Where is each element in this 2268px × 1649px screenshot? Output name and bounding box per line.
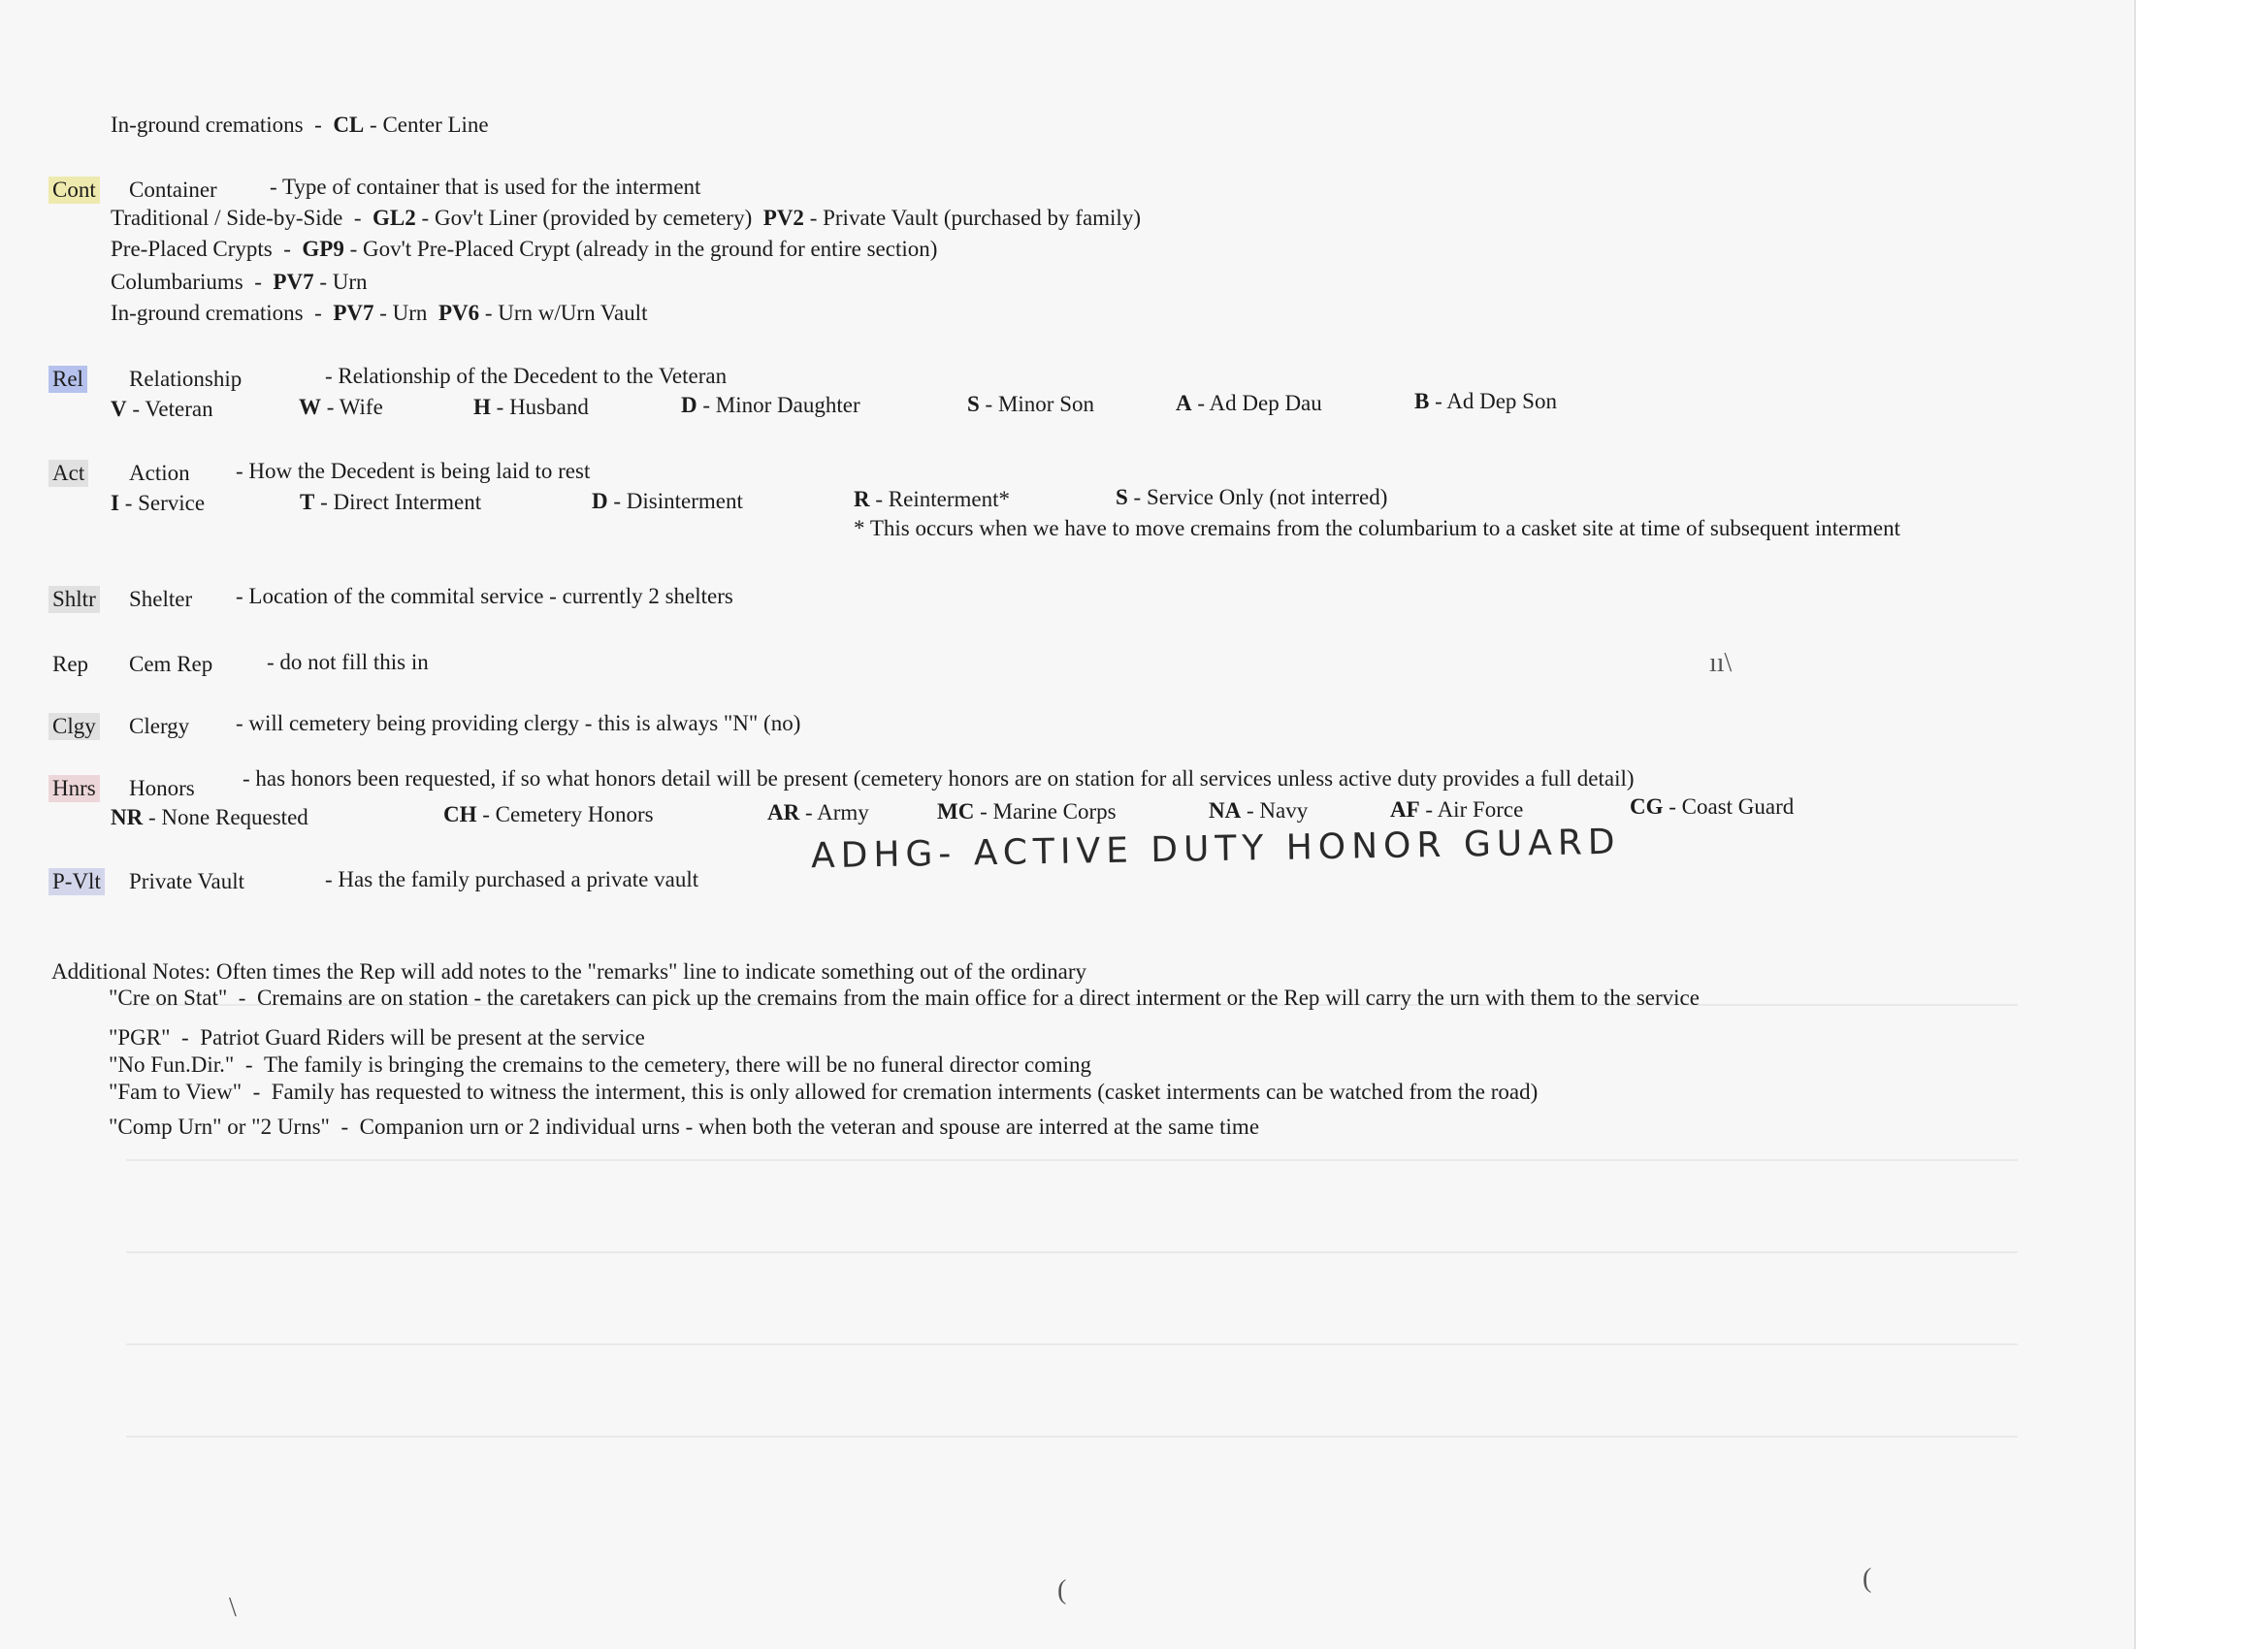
cont-row-columbariums: Columbariums - PV7 - Urn <box>111 270 368 294</box>
hnrs-code-marine: MC - Marine Corps <box>937 799 1117 824</box>
shltr-desc: - Location of the commital service - currently 2 shelters <box>236 584 733 608</box>
scan-mark: ( <box>1863 1564 1872 1594</box>
handwritten-note: ADHG- ACTIVE DUTY HONOR GUARD <box>810 822 1621 877</box>
rel-code-ad-dep-dau: A - Ad Dep Dau <box>1176 391 1322 415</box>
act-footnote: * This occurs when we have to move cremains from the columbarium to a casket site at time of subsequent interment <box>854 516 1900 540</box>
rel-abbr: Rel <box>49 366 87 393</box>
rel-code-veteran: V - Veteran <box>111 397 213 421</box>
clgy-abbr: Clgy <box>49 713 100 740</box>
hnrs-code-army: AR - Army <box>767 800 869 824</box>
note-item: "Comp Urn" or "2 Urns" - Companion urn or 2 individual urns - when both the veteran and spouse are interred at the same time <box>109 1115 1260 1139</box>
hnrs-desc: - has honors been requested, if so what honors detail will be present (cemetery honors are on station for all services unless active duty provides a full detail) <box>243 766 1635 791</box>
act-code-service: I - Service <box>111 491 206 515</box>
rel-desc: - Relationship of the Decedent to the Veteran <box>325 364 728 388</box>
bleed-through-line <box>126 1251 2018 1253</box>
rep-desc: - do not fill this in <box>267 650 429 674</box>
cont-row-inground: In-ground cremations - PV7 - Urn PV6 - Urn w/Urn Vault <box>111 301 648 325</box>
note-item: "No Fun.Dir." - The family is bringing the cremains to the cemetery, there will be no funeral director coming <box>109 1052 1092 1077</box>
pvlt-abbr: P-Vlt <box>49 868 105 895</box>
clgy-name: Clergy <box>129 714 190 738</box>
act-name: Action <box>129 461 190 485</box>
bleed-through-line <box>126 1343 2018 1345</box>
act-abbr: Act <box>49 460 88 487</box>
bleed-through-line <box>126 1436 2018 1438</box>
hnrs-abbr: Hnrs <box>49 775 100 802</box>
pvlt-name: Private Vault <box>129 869 245 893</box>
cont-row-traditional: Traditional / Side-by-Side - GL2 - Gov't Liner (provided by cemetery) PV2 - Private Vault (purchased by family) <box>111 206 1141 230</box>
act-desc: - How the Decedent is being laid to rest <box>236 459 591 483</box>
rel-code-wife: W - Wife <box>299 395 383 419</box>
notes-intro: Additional Notes: Often times the Rep will add notes to the "remarks" line to indicate something out of the ordinary <box>51 959 1086 984</box>
rep-abbr: Rep <box>52 652 89 676</box>
rel-name: Relationship <box>129 367 243 391</box>
act-code-direct-interment: T - Direct Interment <box>300 490 482 514</box>
act-code-service-only: S - Service Only (not interred) <box>1116 485 1388 509</box>
rep-name: Cem Rep <box>129 652 213 676</box>
rel-code-ad-dep-son: B - Ad Dep Son <box>1414 389 1557 413</box>
pvlt-desc: - Has the family purchased a private vault <box>325 867 699 891</box>
rel-code-minor-daughter: D - Minor Daughter <box>681 393 860 417</box>
cont-abbr: Cont <box>49 177 100 204</box>
scan-mark: ( <box>1057 1575 1067 1605</box>
rel-code-husband: H - Husband <box>473 395 589 419</box>
note-item: "Cre on Stat" - Cremains are on station - the caretakers can pick up the cremains from the main office for a direct interment or the Rep will carry the urn with them to the service <box>109 986 1700 1010</box>
hnrs-code-cemetery: CH - Cemetery Honors <box>443 802 654 826</box>
hnrs-code-navy: NA - Navy <box>1209 798 1309 823</box>
hnrs-code-air-force: AF - Air Force <box>1390 797 1524 822</box>
shltr-abbr: Shltr <box>49 586 100 613</box>
act-code-reinterment: R - Reinterment* <box>854 487 1010 511</box>
scan-mark: ıı\ <box>1709 648 1733 678</box>
hnrs-name: Honors <box>129 776 195 800</box>
rel-code-minor-son: S - Minor Son <box>967 392 1095 416</box>
clgy-desc: - will cemetery being providing clergy - this is always "N" (no) <box>236 711 801 735</box>
cont-name: Container <box>129 178 217 202</box>
cl-row: In-ground cremations - CL - Center Line <box>111 113 489 137</box>
act-code-disinterment: D - Disinterment <box>592 489 743 513</box>
bleed-through-line <box>126 1159 2018 1161</box>
cont-desc: - Type of container that is used for the interment <box>270 175 701 199</box>
note-item: "PGR" - Patriot Guard Riders will be present at the service <box>109 1025 645 1050</box>
shltr-name: Shelter <box>129 587 193 611</box>
hnrs-code-none: NR - None Requested <box>111 805 308 829</box>
scan-mark: \ <box>229 1593 237 1623</box>
cont-row-preplaced: Pre-Placed Crypts - GP9 - Gov't Pre-Placed Crypt (already in the ground for entire section) <box>111 237 938 261</box>
hnrs-code-coast-guard: CG - Coast Guard <box>1630 794 1795 819</box>
note-item: "Fam to View" - Family has requested to witness the interment, this is only allowed for cremation interments (casket interments can be watched from the road) <box>109 1080 1539 1104</box>
